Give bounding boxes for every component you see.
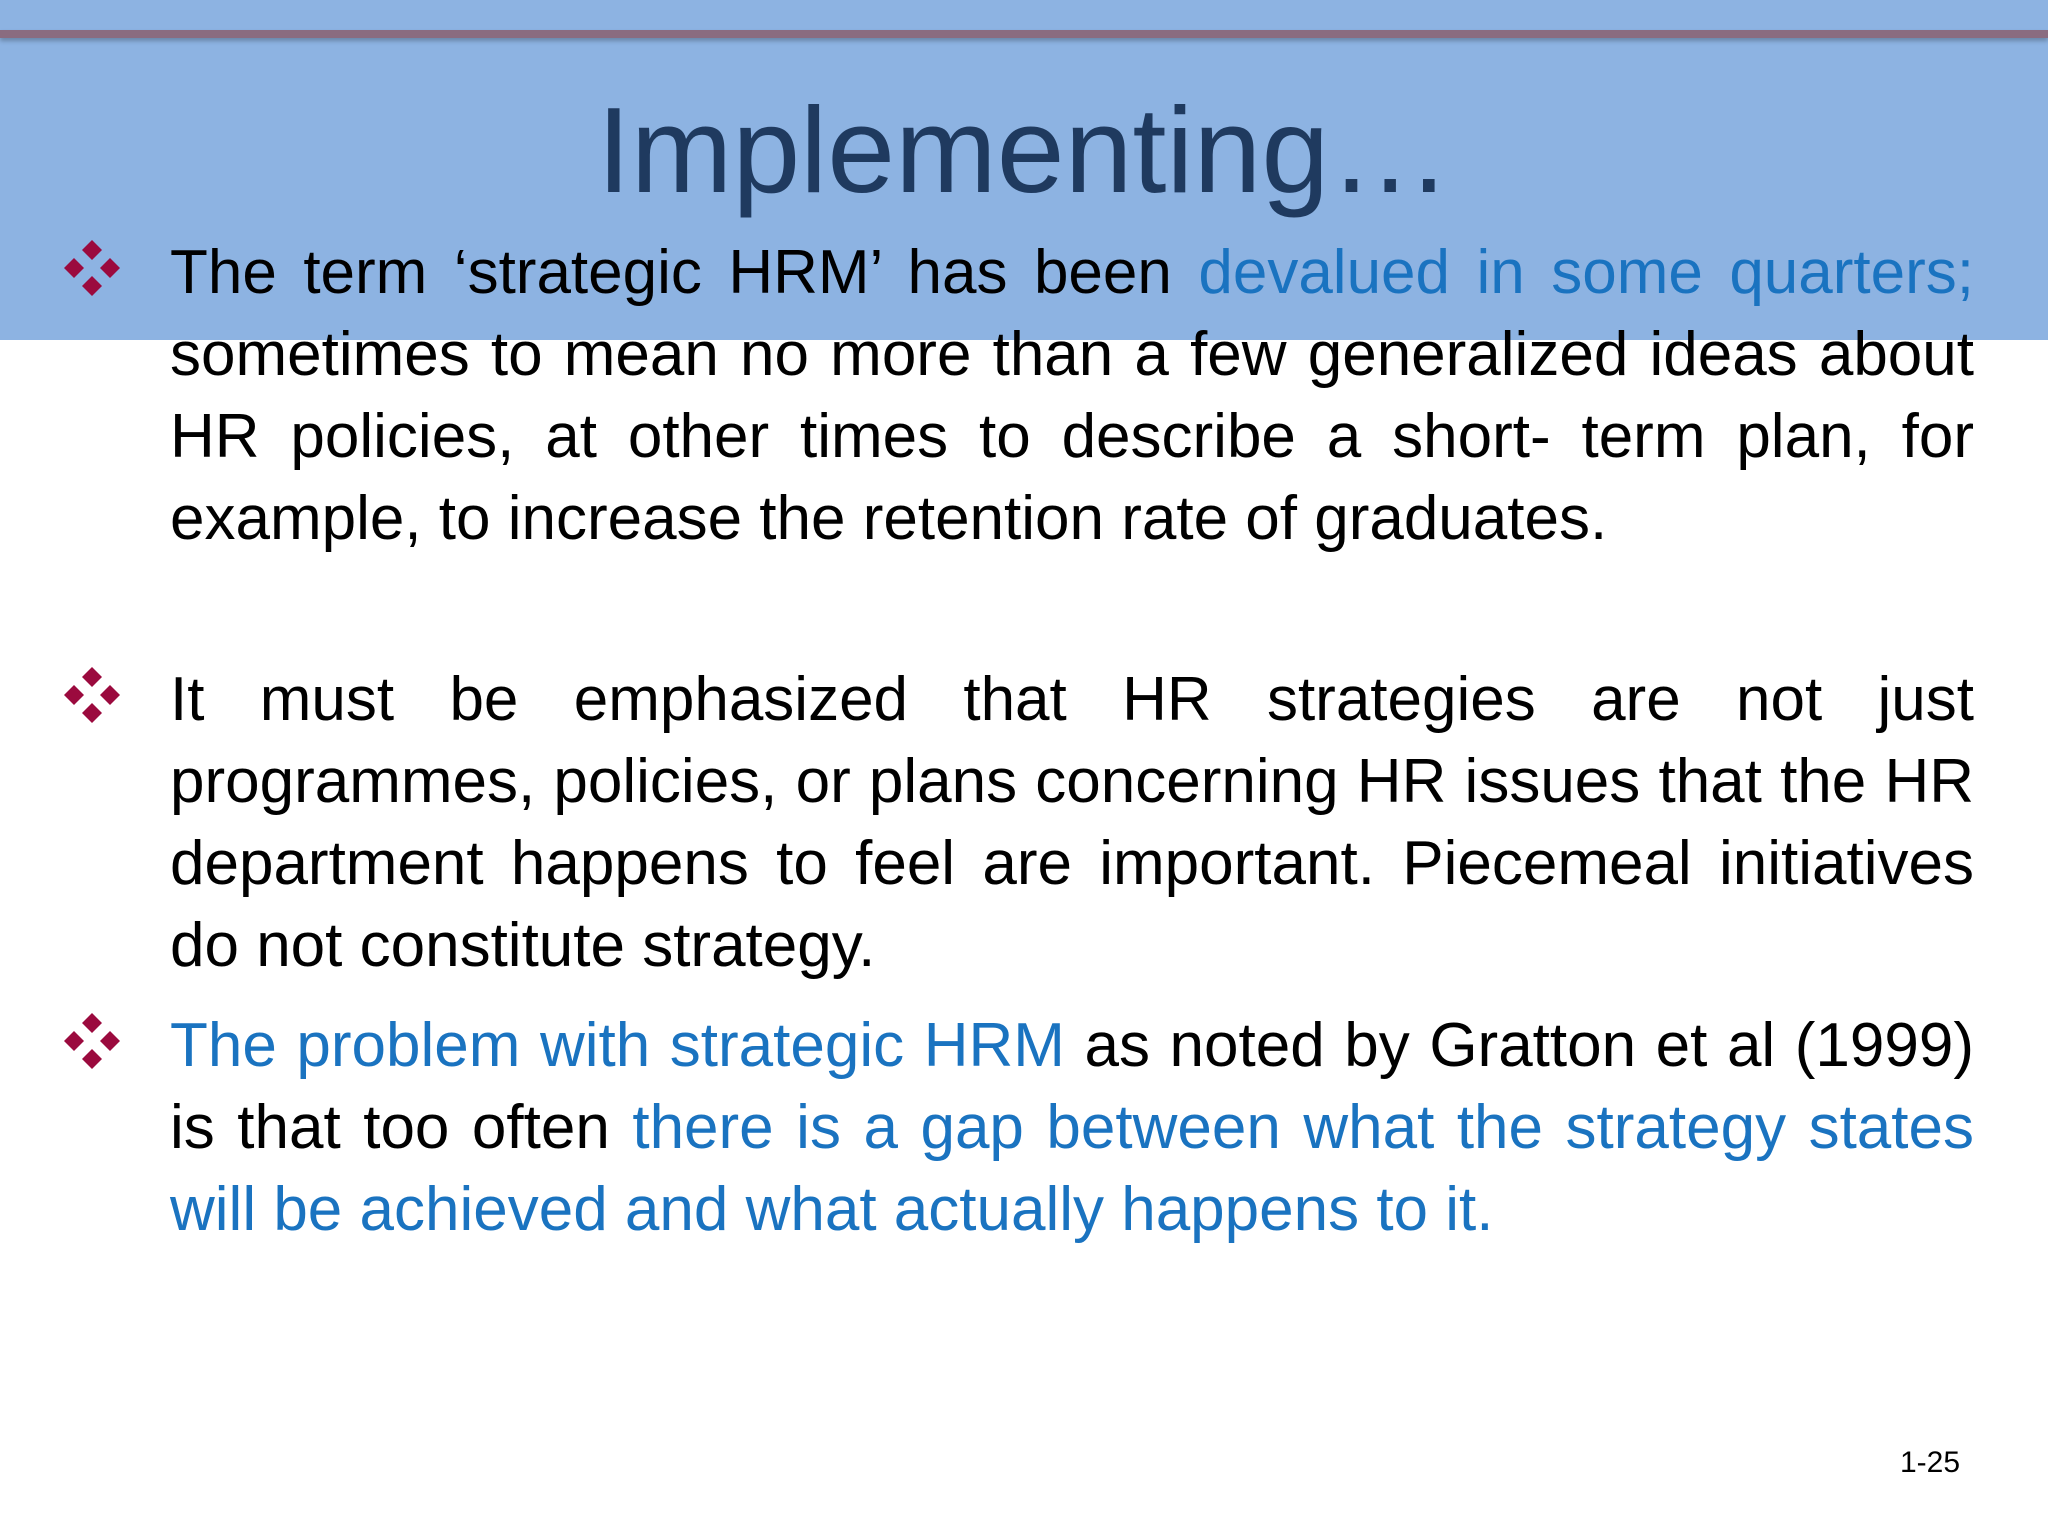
bullet-text-segment: sometimes to mean no more than a few generalized ideas about HR policies, at other times to describe a short- term plan, for example, to increase the retention rate of graduates. [170,320,1974,553]
slide-title: Implementing… [596,82,1452,218]
page-number: 1-25 [1899,1446,1960,1479]
bullet-text-segment: It must be emphasized that HR strategies are not just programmes, policies, or plans concerning HR issues that the HR department happens to feel are important. Piecemeal initiatives do not constitute strategy. [170,665,1974,980]
highlighted-text: devalued in some quarters; [1198,238,1974,307]
bullet-text [170,232,1974,560]
four-diamond-bullet-icon [60,1009,124,1073]
four-diamond-bullet-icon [60,236,124,300]
four-diamond-bullet-icon [60,663,124,727]
bullet-text [170,659,1974,987]
bullet-text-segment: The term ‘strategic HRM’ has been [170,238,1199,307]
highlighted-text: The problem with strategic HRM [170,1011,1065,1080]
bullet-text-segment: as noted by Gratton et al (1999) is that too often [170,1011,1974,1162]
highlighted-text: there is a gap between what the strategy states will be achieved and what actually happens to it. [170,1093,1974,1244]
bullet-text [170,1005,1974,1251]
